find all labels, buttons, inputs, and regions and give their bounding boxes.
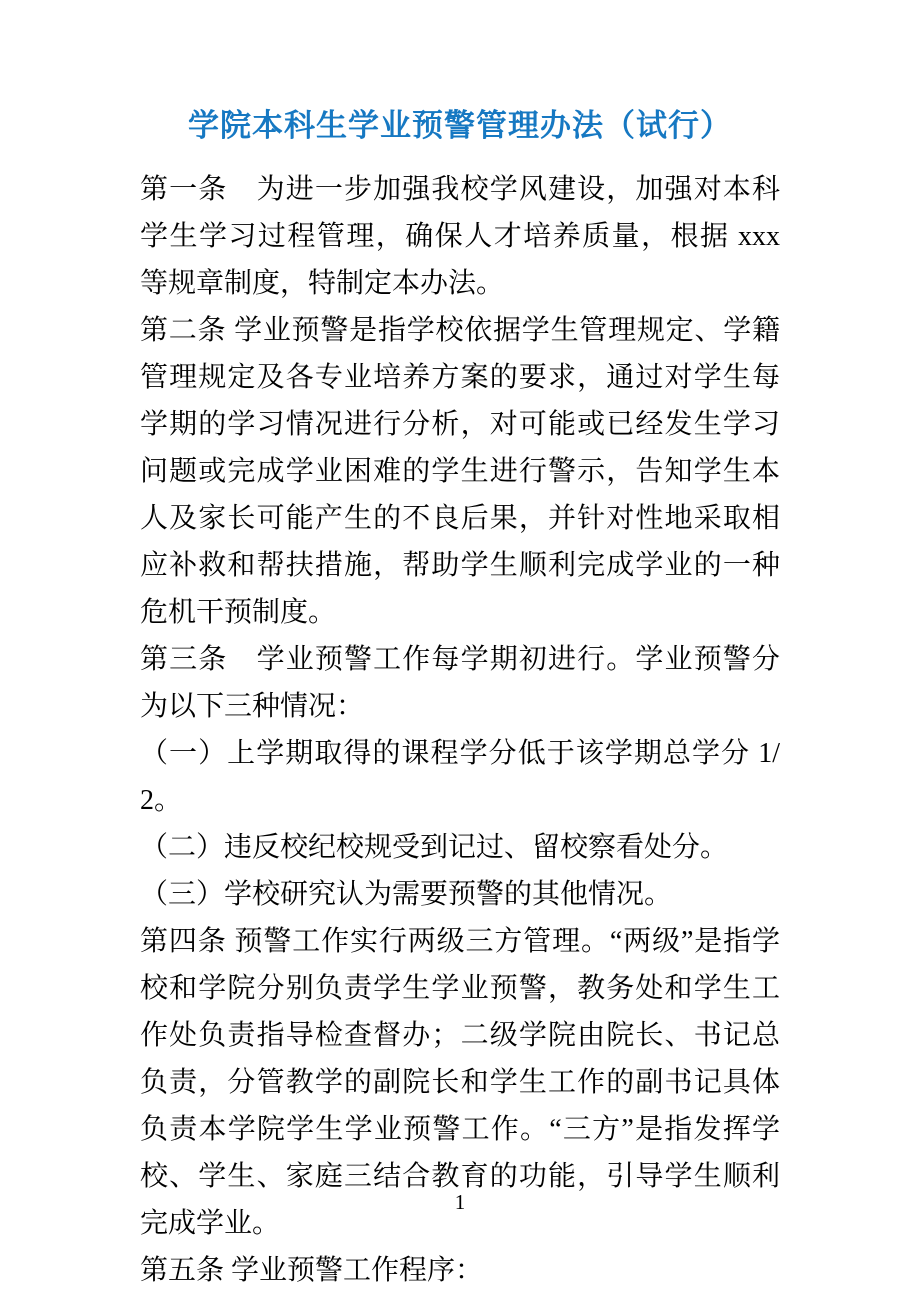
- paragraph: （二）违反校纪校规受到记过、留校察看处分。: [140, 832, 729, 863]
- paragraph: 第二条 学业预警是指学校依据学生管理规定、学籍管理规定及各专业培养方案的要求，通过对学生每学期的学习情况进行分析，对可能或已经发生学习问题或完成学业困难的学生进行警示，告知学生本人及家长可能产生的不良后果，并针对性地采取相应补救和帮扶措施，帮助学生顺利完成学业的一种危机干预制度。: [140, 315, 780, 628]
- paragraph: 第四条 预警工作实行两级三方管理。“两级”是指学校和学院分别负责学生学业预警，教务处和学生工作处负责指导检查督办；二级学院由院长、书记总负责，分管教学的副院长和学生工作的副书记具体负责本学院学生学业预警工作。“三方”是指发挥学校、学生、家庭三结合教育的功能，引导学生顺利完成学业。: [140, 926, 780, 1239]
- page-title: 学院本科生学业预警管理办法（试行）: [188, 108, 732, 143]
- paragraph: 第五条 学业预警工作程序：: [140, 1255, 484, 1286]
- paragraph: 第三条 学业预警工作每学期初进行。学业预警分为以下三种情况：: [140, 644, 780, 722]
- paragraph: （一）上学期取得的课程学分低于该学期总学分 1/2。: [140, 738, 780, 816]
- paragraph: 第一条 为进一步加强我校学风建设，加强对本科学生学习过程管理，确保人才培养质量，根据 xxx 等规章制度，特制定本办法。: [140, 174, 780, 299]
- document-body: [140, 166, 780, 1294]
- paragraph: （三）学校研究认为需要预警的其他情况。: [140, 879, 673, 910]
- page-number: 1: [454, 1190, 466, 1214]
